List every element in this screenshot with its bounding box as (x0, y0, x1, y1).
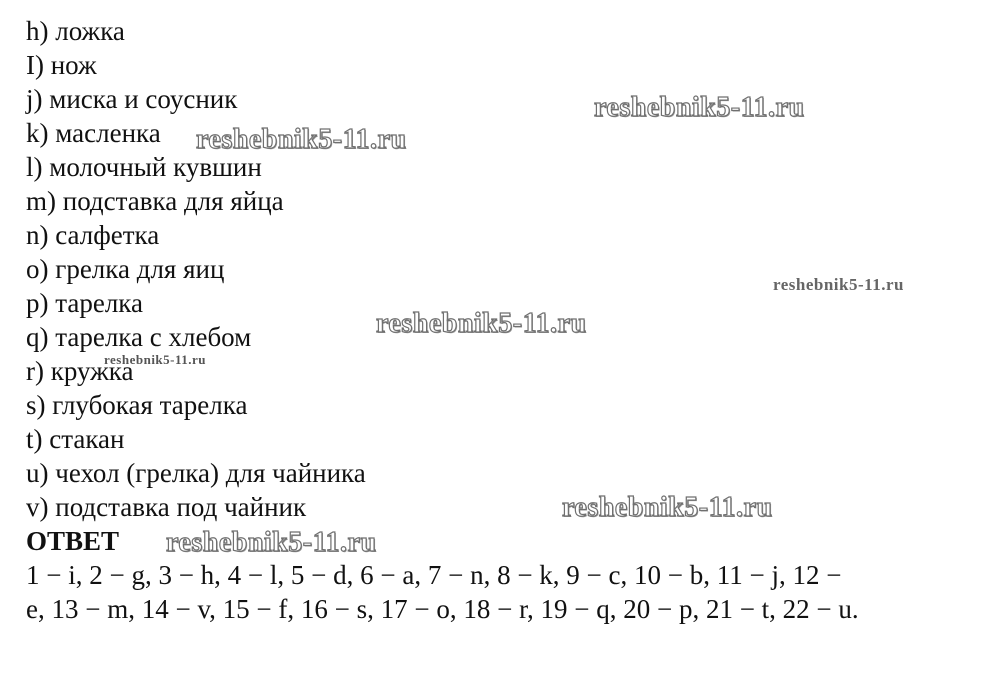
list-item: s) глубокая тарелка (26, 390, 248, 420)
watermark: reshebnik5-11.ru (594, 92, 805, 123)
list-item: v) подставка под чайник (26, 492, 307, 522)
list-item: j) миска и соусник (26, 84, 238, 114)
watermark: reshebnik5-11.ru (773, 275, 904, 294)
watermark: reshebnik5-11.ru (196, 124, 407, 155)
answer-heading: ОТВЕТ (26, 526, 120, 556)
list-item: r) кружка (26, 356, 134, 386)
list-item: h) ложка (26, 16, 125, 46)
list-item: l) молочный кувшин (26, 152, 262, 182)
list-item: u) чехол (грелка) для чайника (26, 458, 366, 488)
list-item: o) грелка для яиц (26, 254, 225, 284)
watermark: reshebnik5-11.ru (104, 352, 207, 367)
list-item: p) тарелка (26, 288, 144, 318)
list-item: m) подставка для яйца (26, 186, 284, 216)
watermark: reshebnik5-11.ru (166, 527, 377, 558)
list-item: q) тарелка с хлебом (26, 322, 252, 352)
list-item: I) нож (26, 50, 97, 80)
list-item: n) салфетка (26, 220, 160, 250)
watermark: reshebnik5-11.ru (376, 308, 587, 339)
list-item: t) стакан (26, 424, 125, 454)
watermark: reshebnik5-11.ru (562, 492, 773, 523)
answer-line-2: e, 13 − m, 14 − v, 15 − f, 16 − s, 17 − o, 18 − r, 19 − q, 20 − p, 21 − t, 22 − u. (26, 594, 859, 624)
answer-line-1: 1 − i, 2 − g, 3 − h, 4 − l, 5 − d, 6 − a, 7 − n, 8 − k, 9 − c, 10 − b, 11 − j, 12 − (26, 560, 842, 590)
list-item: k) масленка (26, 118, 161, 148)
